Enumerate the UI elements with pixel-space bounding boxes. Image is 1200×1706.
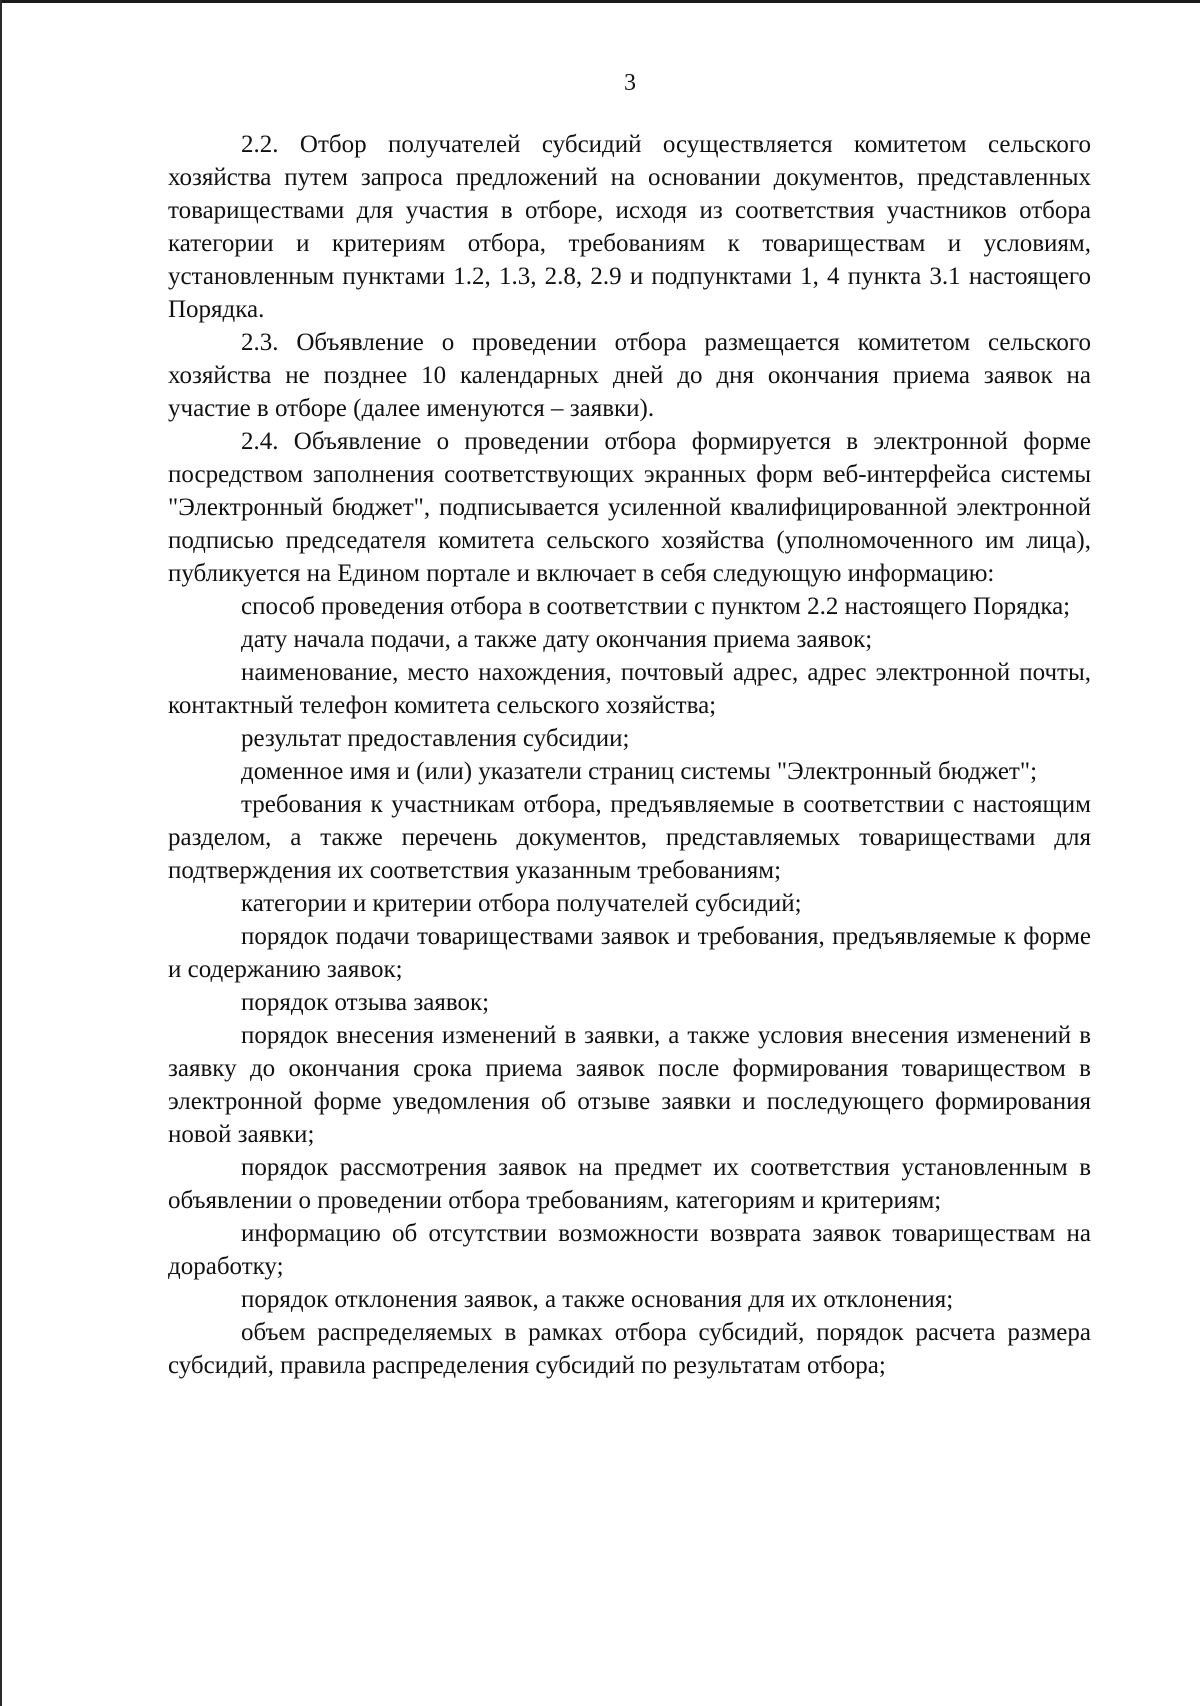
page-number: 3 [624,70,636,96]
list-item: наименование, место нахождения, почтовый адрес, адрес электронной почты, контактный телефон комитета сельского хозяйства; [168,659,1091,719]
scan-edge-top [0,0,1200,3]
list-item: объем распределяемых в рамках отбора субсидий, порядок расчета размера субсидий, правила распределения субсидий по результатам отбора; [168,1319,1091,1379]
list-item: порядок рассмотрения заявок на предмет их соответствия установленным в объявлении о проведении отбора требованиям, категориям и критериям; [168,1154,1091,1214]
scan-edge-left [0,0,2,1706]
list-item: доменное имя и (или) указатели страниц системы "Электронный бюджет"; [241,758,1038,785]
list-item: категории и критерии отбора получателей субсидий; [241,890,802,917]
list-item: результат предоставления субсидии; [241,725,630,752]
list-item: требования к участникам отбора, предъявляемые в соответствии с настоящим разделом, а также перечень документов, представляемых товариществами для подтверждения их соответствия указанным требованиям; [168,791,1091,884]
paragraph-2-4: 2.4. Объявление о проведении отбора формируется в электронной форме посредством заполнения соответствующих экранных форм веб-интерфейса системы "Электронный бюджет", подписывается усиленной квалифицированной электронной подписью председателя комитета сельского хозяйства (уполномоченного им лица), публикуется на Едином портале и включает в себя следующую информацию: [168,428,1091,587]
list-item: порядок подачи товариществами заявок и требования, предъявляемые к форме и содержанию заявок; [168,923,1091,983]
list-item: способ проведения отбора в соответствии с пунктом 2.2 настоящего Порядка; [241,593,1071,620]
paragraph-2-2: 2.2. Отбор получателей субсидий осуществляется комитетом сельского хозяйства путем запроса предложений на основании документов, представленных товариществами для участия в отборе, исходя из соответствия участников отбора категории и критериям отбора, требованиям к товариществам и условиям, установленным пунктами 1.2, 1.3, 2.8, 2.9 и подпунктами 1, 4 пункта 3.1 настоящего Порядка. [168,131,1091,323]
list-item: порядок отклонения заявок, а также основания для их отклонения; [241,1286,954,1313]
list-item: порядок внесения изменений в заявки, а также условия внесения изменений в заявку до окончания срока приема заявок после формирования товариществом в электронной форме уведомления об отзыве заявки и последующего формирования новой заявки; [168,1022,1091,1148]
list-item: дату начала подачи, а также дату окончания приема заявок; [241,626,873,653]
list-item: информацию об отсутствии возможности возврата заявок товариществам на доработку; [168,1220,1091,1280]
document-body [168,128,1091,1382]
list-item: порядок отзыва заявок; [241,989,490,1016]
paragraph-2-3: 2.3. Объявление о проведении отбора размещается комитетом сельского хозяйства не позднее 10 календарных дней до дня окончания приема заявок на участие в отборе (далее именуются – заявки). [168,329,1091,422]
